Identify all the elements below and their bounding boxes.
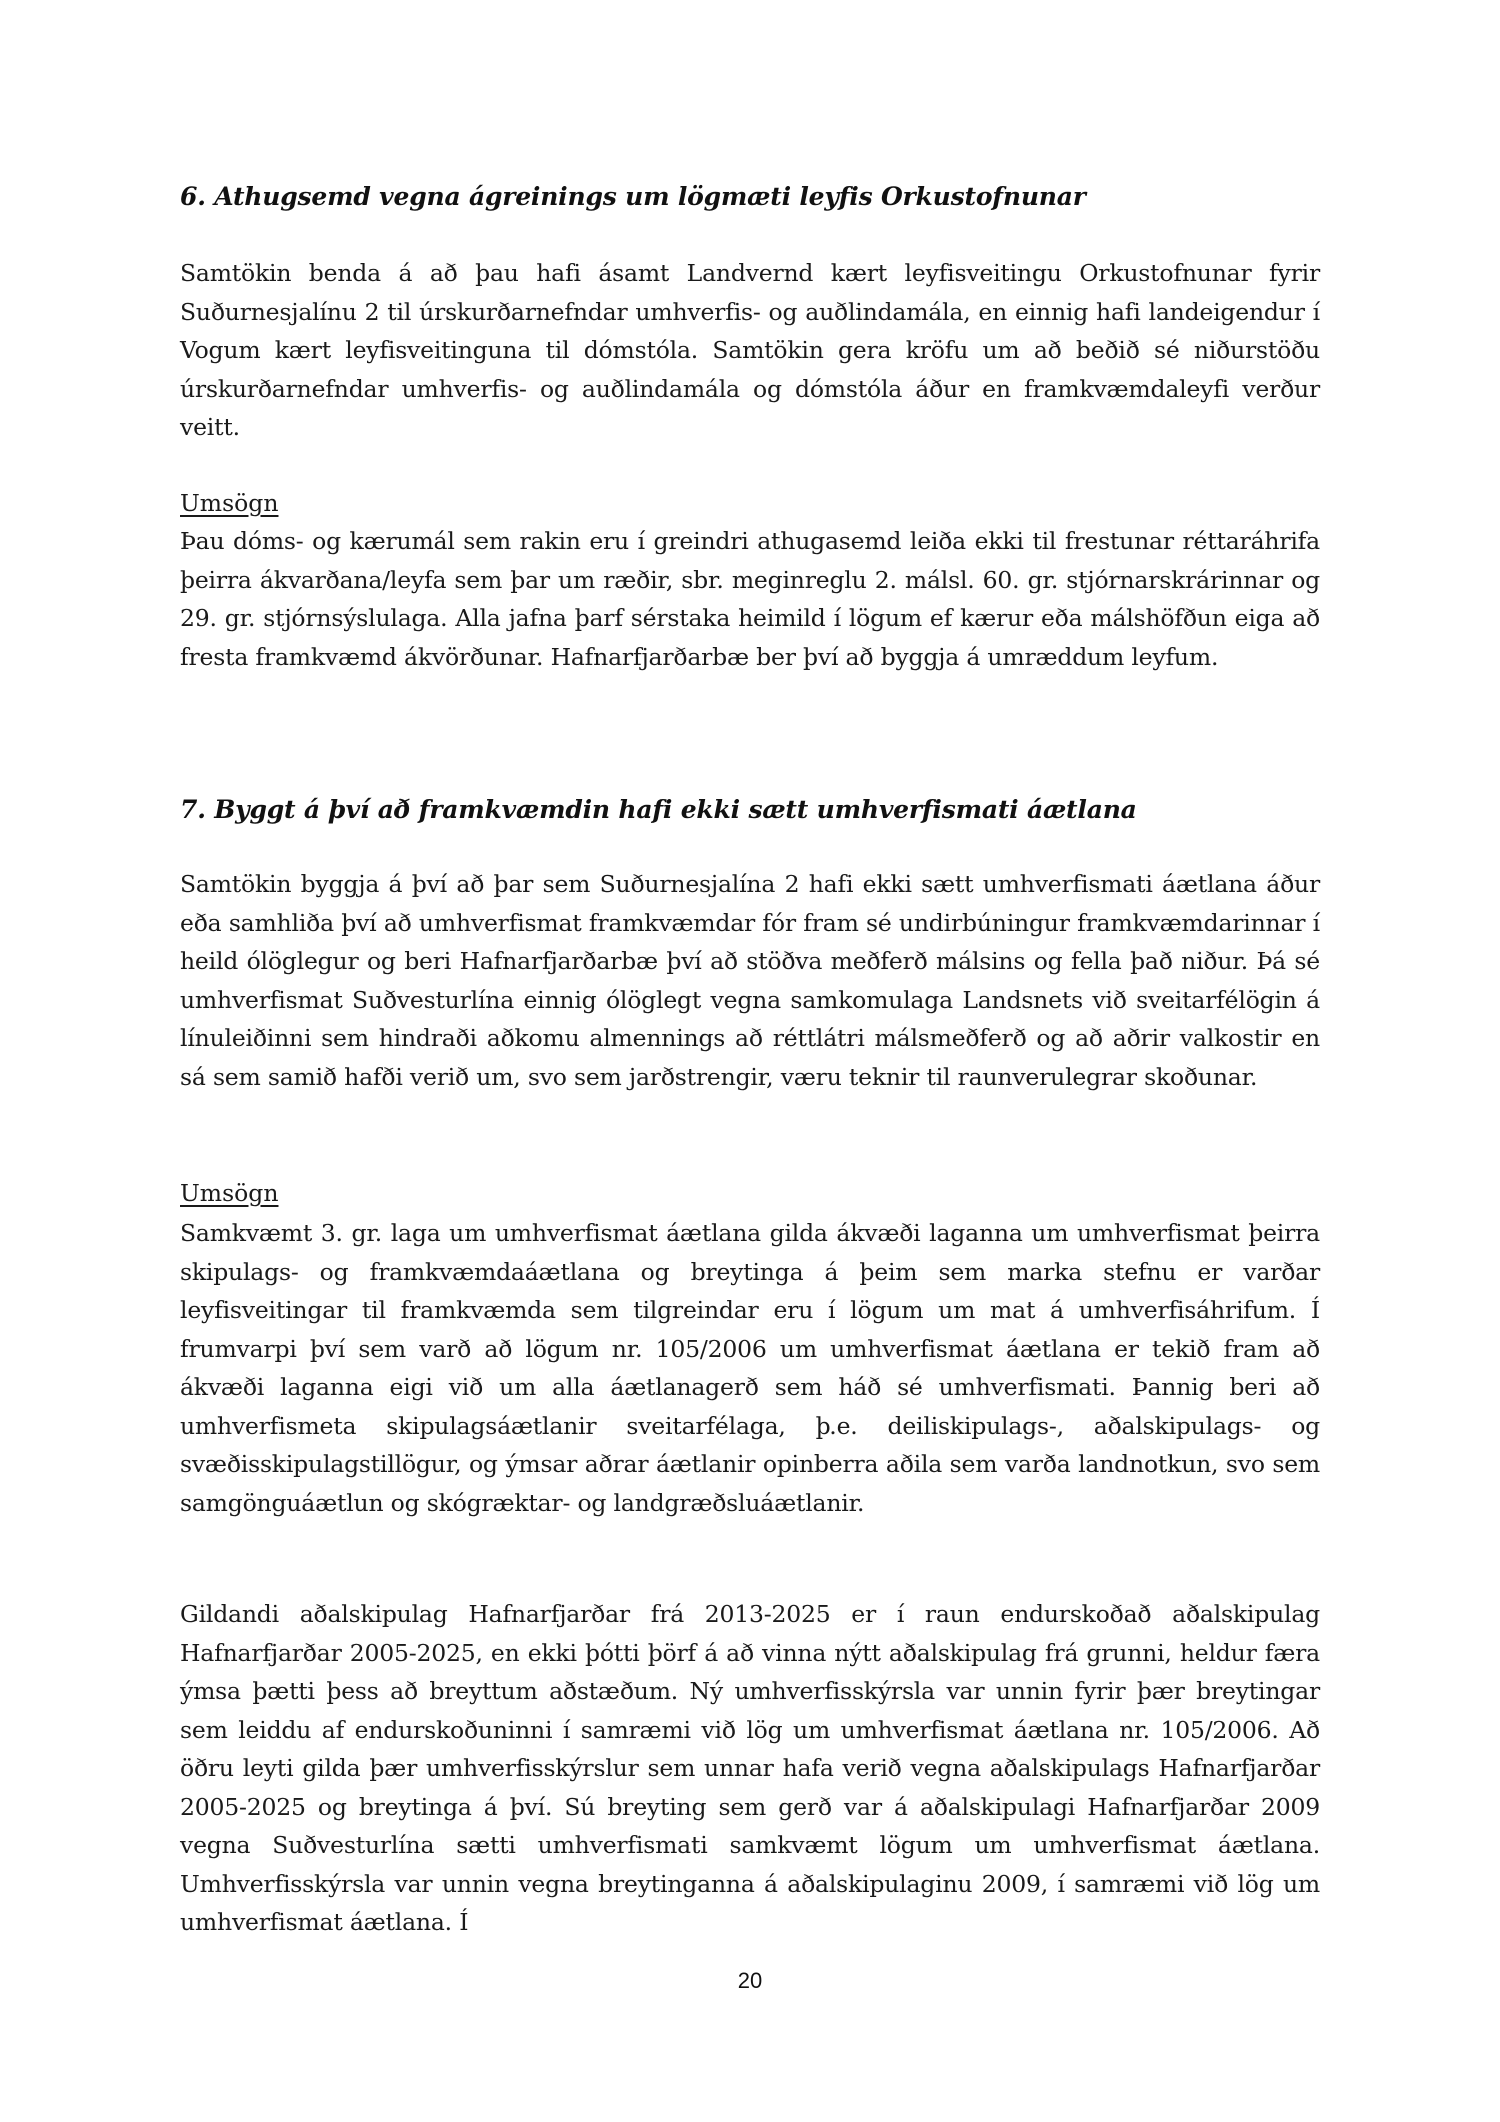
section-7-body: Samtökin byggja á því að þar sem Suðurnesjalína 2 hafi ekki sætt umhverfismati áætlana áður eða samhliða því að umhverfismat framkvæmdar fór fram sé undirbúningur framkvæmdarinnar í heild ólöglegur og beri Hafnarfjarðarbæ því að stöðva meðferð málsins og fella það niður. Þá sé umhverfismat Suðvesturlína einnig ólöglegt vegna samkomulaga Landsnets við sveitarfélögin á línuleiðinni sem hindraði aðkomu almennings að réttlátri málsmeðferð og að aðrir valkostir en sá sem samið hafði verið um, svo sem jarðstrengir, væru teknir til raunverulegrar skoðunar. bbox=[180, 870, 1320, 1091]
section-6-response-label: Umsögn bbox=[180, 489, 279, 517]
section-6-paragraph bbox=[180, 254, 1320, 447]
section-7-heading: 7. Byggt á því að framkvæmdin hafi ekki sætt umhverfismati áætlana bbox=[180, 795, 1137, 824]
page-number: 20 bbox=[737, 1968, 763, 1993]
section-7-response-2 bbox=[180, 1595, 1320, 1942]
section-7-response-paragraph-2: Gildandi aðalskipulag Hafnarfjarðar frá 2013-2025 er í raun endurskoðað aðalskipulag Hafnarfjarðar 2005-2025, en ekki þótti þörf á að vinna nýtt aðalskipulag frá grunni, heldur færa ýmsa þætti þess að breyttum aðstæðum. Ný umhverfisskýrsla var unnin fyrir þær breytingar sem leiddu af endurskoðuninni í samræmi við lög um umhverfismat áætlana nr. 105/2006. Að öðru leyti gilda þær umhverfisskýrslur sem unnar hafa verið vegna aðalskipulags Hafnarfjarðar 2005-2025 og breytinga á því. Sú breyting sem gerð var á aðalskipulagi Hafnarfjarðar 2009 vegna Suðvesturlína sætti umhverfismati samkvæmt lögum um umhverfismat áætlana. Umhverfisskýrsla var unnin vegna breytinganna á aðalskipulaginu 2009, í samræmi við lög um umhverfismat áætlana. Í bbox=[180, 1600, 1320, 1936]
section-7-paragraph bbox=[180, 865, 1320, 1096]
section-6-heading: 6. Athugsemd vegna ágreinings um lögmæti leyfis Orkustofnunar bbox=[180, 182, 1086, 211]
section-6-response-paragraph: Þau dóms- og kærumál sem rakin eru í greindri athugasemd leiða ekki til frestunar réttaráhrifa þeirra ákvarðana/leyfa sem þar um ræðir, sbr. meginreglu 2. málsl. 60. gr. stjórnarskrárinnar og 29. gr. stjórnsýslulaga. Alla jafna þarf sérstaka heimild í lögum ef kærur eða málshöfðun eiga að fresta framkvæmd ákvörðunar. Hafnarfjarðarbæ ber því að byggja á umræddum leyfum. bbox=[180, 527, 1320, 671]
section-6-response bbox=[180, 522, 1320, 676]
section-6-body: Samtökin benda á að þau hafi ásamt Landvernd kært leyfisveitingu Orkustofnunar fyrir Suðurnesjalínu 2 til úrskurðarnefndar umhverfis- og auðlindamála, en einnig hafi landeigendur í Vogum kært leyfisveitinguna til dómstóla. Samtökin gera kröfu um að beðið sé niðurstöðu úrskurðarnefndar umhverfis- og auðlindamála og dómstóla áður en framkvæmdaleyfi verður veitt. bbox=[180, 259, 1320, 441]
section-7-response-paragraph-1: Samkvæmt 3. gr. laga um umhverfismat áætlana gilda ákvæði laganna um umhverfismat þeirra skipulags- og framkvæmdaáætlana og breytinga á þeim sem marka stefnu er varðar leyfisveitingar til framkvæmda sem tilgreindar eru í lögum um mat á umhverfisáhrifum. Í frumvarpi því sem varð að lögum nr. 105/2006 um umhverfismat áætlana er tekið fram að ákvæði laganna eigi við um alla áætlanagerð sem háð sé umhverfismati. Þannig beri að umhverfismeta skipulagsáætlanir sveitarfélaga, þ.e. deiliskipulags-, aðalskipulags- og svæðisskipulagstillögur, og ýmsar aðrar áætlanir opinberra aðila sem varða landnotkun, svo sem samgönguáætlun og skógræktar- og landgræðsluáætlanir. bbox=[180, 1219, 1320, 1517]
section-7-response-label: Umsögn bbox=[180, 1179, 279, 1207]
section-7-response-1 bbox=[180, 1214, 1320, 1522]
